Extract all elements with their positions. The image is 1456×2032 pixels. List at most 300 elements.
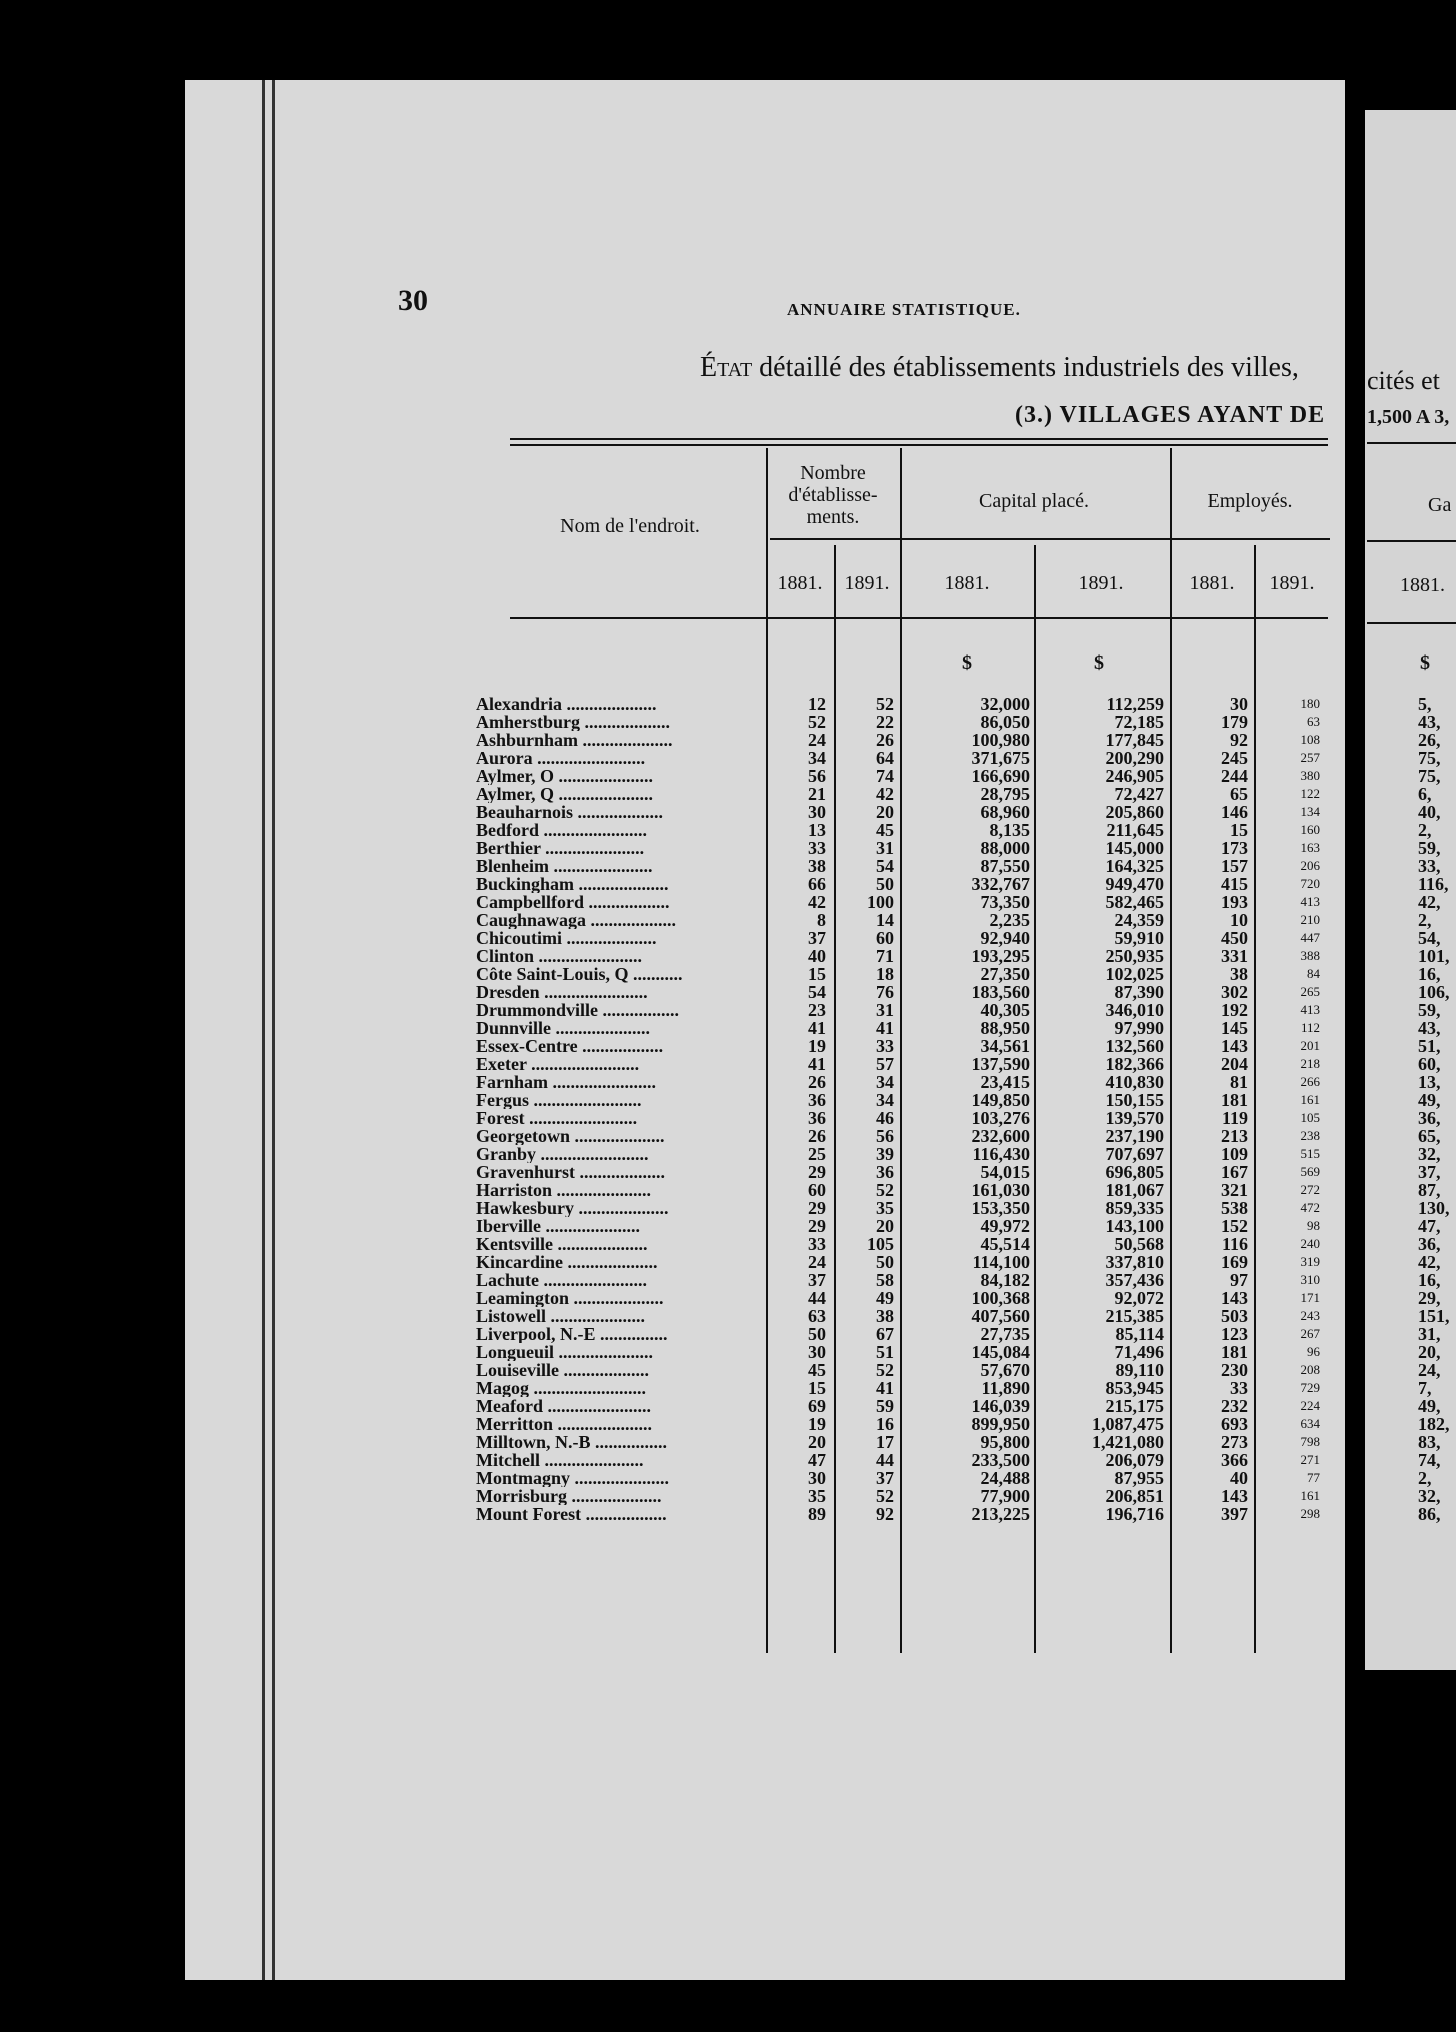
cell-wages-1881: 47,	[1418, 1216, 1441, 1236]
cell-wages-1881: 5,	[1418, 695, 1432, 714]
cell-capital-1891: 164,325	[1105, 856, 1164, 876]
dollar-sign-wages: $	[1420, 652, 1430, 674]
cell-capital-1881: 40,305	[980, 1000, 1030, 1020]
cell-capital-1881: 68,960	[980, 802, 1030, 822]
cell-capital-1881: 95,800	[980, 1432, 1030, 1452]
cell-capital-1891: 215,385	[1105, 1306, 1164, 1326]
header-subrule-right	[1367, 540, 1456, 542]
cell-establishments-1891: 56	[876, 1126, 894, 1146]
cell-capital-1881: 146,039	[971, 1396, 1030, 1416]
column-establishments-1881	[770, 695, 826, 1523]
cell-establishments-1891: 44	[876, 1450, 894, 1470]
header-establishments: Nombre d'établisse-ments.	[788, 462, 878, 528]
column-capital-1881	[904, 695, 1030, 1523]
cell-capital-1881: 57,670	[980, 1360, 1030, 1380]
cell-capital-1881: 86,050	[980, 712, 1030, 732]
cell-establishments-1881: 8	[817, 910, 826, 930]
cell-establishments-1881: 19	[808, 1036, 826, 1056]
cell-employees-1881: 109	[1221, 1144, 1248, 1164]
cell-establishments-1891: 14	[876, 910, 894, 930]
cell-place-name: Bedford .......................	[476, 821, 647, 839]
column-rule	[834, 545, 836, 1653]
cell-capital-1881: 103,276	[971, 1108, 1030, 1128]
cell-wages-1881: 2,	[1418, 1468, 1432, 1488]
cell-capital-1891: 337,810	[1105, 1252, 1164, 1272]
cell-wages-1881: 182,	[1418, 1414, 1450, 1434]
cell-wages-1881: 130,	[1418, 1198, 1450, 1218]
top-rule	[510, 438, 1328, 440]
cell-place-name: Merritton .....................	[476, 1415, 652, 1433]
cell-place-name: Aurora ........................	[476, 749, 646, 767]
cell-capital-1881: 149,850	[971, 1090, 1030, 1110]
column-wages-1881	[1418, 695, 1456, 1523]
cell-capital-1891: 97,990	[1114, 1018, 1164, 1038]
cell-establishments-1891: 36	[876, 1162, 894, 1182]
cell-capital-1881: 32,000	[980, 694, 1030, 714]
cell-wages-1881: 40,	[1418, 802, 1441, 822]
cell-capital-1891: 181,067	[1105, 1180, 1164, 1200]
cell-establishments-1881: 40	[808, 946, 826, 966]
cell-wages-1881: 13,	[1418, 1072, 1441, 1092]
cell-establishments-1891: 52	[876, 1486, 894, 1506]
cell-establishments-1891: 45	[876, 820, 894, 840]
cell-employees-1891: 310	[1300, 1272, 1320, 1287]
cell-place-name: Côte Saint-Louis, Q ...........	[476, 965, 683, 983]
cell-place-name: Exeter ........................	[476, 1055, 640, 1073]
header-name: Nom de l'endroit.	[560, 515, 700, 537]
cell-wages-1881: 26,	[1418, 730, 1441, 750]
cell-capital-1881: 332,767	[971, 874, 1030, 894]
cell-employees-1891: 171	[1300, 1290, 1320, 1305]
cell-establishments-1881: 26	[808, 1072, 826, 1092]
cell-place-name: Farnham .......................	[476, 1073, 656, 1091]
cell-establishments-1881: 50	[808, 1324, 826, 1344]
cell-employees-1881: 179	[1221, 712, 1248, 732]
cell-place-name: Campbellford ..................	[476, 893, 670, 911]
cell-place-name: Gravenhurst ...................	[476, 1163, 665, 1181]
cell-wages-1881: 54,	[1418, 928, 1441, 948]
cell-place-name: Meaford .......................	[476, 1397, 651, 1415]
cell-wages-1881: 31,	[1418, 1324, 1441, 1344]
cell-capital-1891: 582,465	[1105, 892, 1164, 912]
cell-capital-1891: 410,830	[1105, 1072, 1164, 1092]
cell-employees-1881: 192	[1221, 1000, 1248, 1020]
cell-employees-1891: 122	[1300, 786, 1320, 801]
year-cap-1881: 1881.	[944, 572, 990, 594]
cell-capital-1881: 161,030	[971, 1180, 1030, 1200]
cell-wages-1881: 65,	[1418, 1126, 1441, 1146]
cell-employees-1891: 112	[1300, 1020, 1320, 1035]
cell-place-name: Alexandria ....................	[476, 695, 657, 713]
cell-establishments-1891: 46	[876, 1108, 894, 1128]
cell-employees-1881: 193	[1221, 892, 1248, 912]
cell-establishments-1881: 12	[808, 694, 826, 714]
cell-capital-1881: 28,795	[980, 784, 1030, 804]
cell-wages-1881: 36,	[1418, 1234, 1441, 1254]
cell-capital-1891: 346,010	[1105, 1000, 1164, 1020]
column-capital-1891	[1038, 695, 1164, 1523]
cell-employees-1891: 240	[1300, 1236, 1320, 1251]
cell-establishments-1891: 92	[876, 1504, 894, 1524]
cell-place-name: Lachute .......................	[476, 1271, 647, 1289]
cell-employees-1881: 30	[1230, 694, 1248, 714]
column-employees-1881	[1174, 695, 1248, 1523]
cell-employees-1881: 10	[1230, 910, 1248, 930]
cell-establishments-1881: 41	[808, 1018, 826, 1038]
cell-establishments-1891: 49	[876, 1288, 894, 1308]
cell-employees-1891: 265	[1300, 984, 1320, 999]
cell-employees-1881: 204	[1221, 1054, 1248, 1074]
cell-establishments-1891: 59	[876, 1396, 894, 1416]
cell-establishments-1891: 31	[876, 838, 894, 858]
cell-employees-1881: 232	[1221, 1396, 1248, 1416]
cell-place-name: Caughnawaga ...................	[476, 911, 677, 929]
cell-establishments-1891: 38	[876, 1306, 894, 1326]
cell-place-name: Harriston .....................	[476, 1181, 651, 1199]
cell-capital-1891: 85,114	[1115, 1324, 1164, 1344]
cell-place-name: Granby ........................	[476, 1145, 649, 1163]
cell-employees-1881: 146	[1221, 802, 1248, 822]
cell-capital-1881: 87,550	[980, 856, 1030, 876]
cell-capital-1891: 859,335	[1105, 1198, 1164, 1218]
header-wages-fragment: Ga	[1428, 494, 1452, 516]
cell-employees-1891: 108	[1300, 732, 1320, 747]
cell-establishments-1891: 17	[876, 1432, 894, 1452]
cell-establishments-1881: 24	[808, 1252, 826, 1272]
cell-employees-1891: 798	[1300, 1434, 1320, 1449]
cell-capital-1891: 949,470	[1105, 874, 1164, 894]
cell-establishments-1891: 64	[876, 748, 894, 768]
cell-capital-1881: 213,225	[971, 1504, 1030, 1524]
cell-capital-1881: 371,675	[971, 748, 1030, 768]
cell-employees-1891: 271	[1300, 1452, 1320, 1467]
cell-establishments-1881: 30	[808, 802, 826, 822]
cell-establishments-1891: 18	[876, 964, 894, 984]
cell-place-name: Fergus ........................	[476, 1091, 642, 1109]
cell-employees-1881: 157	[1221, 856, 1248, 876]
cell-employees-1891: 388	[1300, 948, 1320, 963]
cell-establishments-1881: 15	[808, 1378, 826, 1398]
cell-employees-1881: 366	[1221, 1450, 1248, 1470]
cell-establishments-1881: 36	[808, 1108, 826, 1128]
cell-place-name: Clinton .......................	[476, 947, 643, 965]
cell-employees-1881: 245	[1221, 748, 1248, 768]
cell-employees-1891: 180	[1300, 696, 1320, 711]
cell-wages-1881: 75,	[1418, 748, 1441, 768]
cell-employees-1891: 266	[1300, 1074, 1320, 1089]
cell-establishments-1891: 16	[876, 1414, 894, 1434]
cell-place-name: Beauharnois ...................	[476, 803, 664, 821]
header-employees: Employés.	[1207, 490, 1293, 512]
cell-capital-1891: 211,645	[1106, 820, 1164, 840]
cell-capital-1881: 899,950	[971, 1414, 1030, 1434]
cell-capital-1881: 77,900	[980, 1486, 1030, 1506]
cell-capital-1891: 182,366	[1105, 1054, 1164, 1074]
cell-establishments-1891: 100	[867, 892, 894, 912]
cell-wages-1881: 75,	[1418, 766, 1441, 786]
cell-wages-1881: 116,	[1418, 874, 1449, 894]
cell-establishments-1881: 33	[808, 1234, 826, 1254]
column-employees-1891	[1258, 695, 1320, 1523]
cell-establishments-1881: 60	[808, 1180, 826, 1200]
cell-place-name: Iberville .....................	[476, 1217, 640, 1235]
cell-wages-1881: 74,	[1418, 1450, 1441, 1470]
cell-capital-1891: 50,568	[1114, 1234, 1164, 1254]
column-rule	[1170, 448, 1172, 1653]
cell-employees-1891: 413	[1300, 894, 1320, 909]
cell-place-name: Leamington ....................	[476, 1289, 664, 1307]
cell-establishments-1881: 29	[808, 1162, 826, 1182]
cell-capital-1881: 8,135	[989, 820, 1030, 840]
cell-capital-1881: 2,235	[989, 910, 1030, 930]
cell-capital-1891: 132,560	[1105, 1036, 1164, 1056]
cell-wages-1881: 49,	[1418, 1396, 1441, 1416]
cell-employees-1891: 84	[1307, 966, 1320, 981]
cell-wages-1881: 101,	[1418, 946, 1450, 966]
cell-establishments-1881: 66	[808, 874, 826, 894]
cell-employees-1881: 92	[1230, 730, 1248, 750]
page-gap	[1345, 100, 1365, 2000]
cell-establishments-1891: 52	[876, 1180, 894, 1200]
cell-wages-1881: 106,	[1418, 982, 1450, 1002]
cell-establishments-1881: 47	[808, 1450, 826, 1470]
cell-employees-1891: 720	[1300, 876, 1320, 891]
cell-capital-1881: 193,295	[971, 946, 1030, 966]
subtitle-right-fragment: 1,500 A 3,	[1367, 406, 1450, 428]
cell-place-name: Aylmer, Q .....................	[476, 785, 653, 803]
cell-employees-1891: 163	[1300, 840, 1320, 855]
cell-employees-1891: 105	[1300, 1110, 1320, 1125]
cell-establishments-1891: 31	[876, 1000, 894, 1020]
cell-capital-1891: 145,000	[1105, 838, 1164, 858]
cell-employees-1881: 143	[1221, 1288, 1248, 1308]
year-cap-1891: 1891.	[1078, 572, 1124, 594]
column-rule	[1254, 545, 1256, 1653]
cell-place-name: Longueuil .....................	[476, 1343, 654, 1361]
cell-establishments-1891: 67	[876, 1324, 894, 1344]
spine-edge	[272, 80, 275, 1980]
cell-wages-1881: 59,	[1418, 838, 1441, 858]
cell-place-name: Kincardine ....................	[476, 1253, 658, 1271]
cell-capital-1881: 116,430	[972, 1144, 1030, 1164]
cell-capital-1891: 215,175	[1105, 1396, 1164, 1416]
cell-wages-1881: 29,	[1418, 1288, 1441, 1308]
cell-establishments-1891: 41	[876, 1018, 894, 1038]
cell-wages-1881: 24,	[1418, 1360, 1441, 1380]
cell-establishments-1881: 44	[808, 1288, 826, 1308]
header-subrule	[770, 538, 1330, 540]
cell-establishments-1881: 13	[808, 820, 826, 840]
column-establishments-1891	[838, 695, 894, 1523]
cell-wages-1881: 32,	[1418, 1486, 1441, 1506]
cell-employees-1881: 331	[1221, 946, 1248, 966]
cell-employees-1891: 569	[1300, 1164, 1320, 1179]
cell-employees-1881: 40	[1230, 1468, 1248, 1488]
cell-capital-1891: 139,570	[1105, 1108, 1164, 1128]
cell-employees-1881: 181	[1221, 1342, 1248, 1362]
cell-establishments-1881: 63	[808, 1306, 826, 1326]
cell-establishments-1881: 23	[808, 1000, 826, 1020]
cell-capital-1881: 34,561	[980, 1036, 1030, 1056]
cell-employees-1891: 63	[1307, 714, 1320, 729]
cell-employees-1891: 224	[1300, 1398, 1320, 1413]
cell-capital-1881: 84,182	[980, 1270, 1030, 1290]
cell-establishments-1881: 34	[808, 748, 826, 768]
cell-employees-1891: 98	[1307, 1218, 1320, 1233]
cell-establishments-1891: 41	[876, 1378, 894, 1398]
spine-edge	[262, 80, 265, 1980]
cell-wages-1881: 42,	[1418, 1252, 1441, 1272]
cell-capital-1891: 72,185	[1114, 712, 1164, 732]
header-bottom-rule-right	[1367, 622, 1456, 624]
cell-capital-1881: 114,100	[972, 1252, 1030, 1272]
column-rule	[766, 448, 768, 1653]
cell-capital-1881: 45,514	[980, 1234, 1030, 1254]
cell-capital-1881: 23,415	[980, 1072, 1030, 1092]
cell-capital-1891: 102,025	[1105, 964, 1164, 984]
cell-employees-1881: 65	[1230, 784, 1248, 804]
cell-establishments-1881: 26	[808, 1126, 826, 1146]
year-est-1881: 1881.	[777, 572, 823, 594]
cell-establishments-1891: 52	[876, 694, 894, 714]
cell-establishments-1891: 60	[876, 928, 894, 948]
cell-employees-1891: 267	[1300, 1326, 1320, 1341]
cell-capital-1891: 143,100	[1105, 1216, 1164, 1236]
cell-place-name: Chicoutimi ....................	[476, 929, 657, 947]
cell-capital-1891: 250,935	[1105, 946, 1164, 966]
cell-capital-1891: 150,155	[1105, 1090, 1164, 1110]
cell-place-name: Berthier ......................	[476, 839, 645, 857]
cell-establishments-1881: 52	[808, 712, 826, 732]
cell-place-name: Dresden .......................	[476, 983, 648, 1001]
cell-employees-1891: 218	[1300, 1056, 1320, 1071]
cell-establishments-1881: 69	[808, 1396, 826, 1416]
cell-establishments-1891: 42	[876, 784, 894, 804]
cell-employees-1881: 450	[1221, 928, 1248, 948]
cell-establishments-1881: 89	[808, 1504, 826, 1524]
cell-capital-1891: 246,905	[1105, 766, 1164, 786]
cell-employees-1891: 160	[1300, 822, 1320, 837]
cell-capital-1891: 707,697	[1105, 1144, 1164, 1164]
cell-capital-1891: 89,110	[1115, 1360, 1164, 1380]
cell-establishments-1891: 22	[876, 712, 894, 732]
cell-place-name: Amherstburg ...................	[476, 713, 670, 731]
cell-capital-1891: 200,290	[1105, 748, 1164, 768]
cell-capital-1891: 59,910	[1114, 928, 1164, 948]
cell-employees-1891: 161	[1300, 1488, 1320, 1503]
cell-employees-1881: 173	[1221, 838, 1248, 858]
cell-capital-1881: 24,488	[980, 1468, 1030, 1488]
cell-establishments-1891: 20	[876, 802, 894, 822]
cell-capital-1881: 88,000	[980, 838, 1030, 858]
cell-establishments-1881: 15	[808, 964, 826, 984]
cell-capital-1881: 49,972	[980, 1216, 1030, 1236]
cell-place-name: Morrisburg ....................	[476, 1487, 662, 1505]
cell-employees-1881: 152	[1221, 1216, 1248, 1236]
cell-employees-1881: 213	[1221, 1126, 1248, 1146]
cell-employees-1881: 97	[1230, 1270, 1248, 1290]
cell-capital-1891: 196,716	[1105, 1504, 1164, 1524]
cell-establishments-1881: 29	[808, 1198, 826, 1218]
title-right-fragment: cités et	[1367, 366, 1440, 395]
cell-employees-1881: 15	[1230, 820, 1248, 840]
cell-establishments-1891: 76	[876, 982, 894, 1002]
cell-employees-1891: 161	[1300, 1092, 1320, 1107]
cell-capital-1891: 87,390	[1114, 982, 1164, 1002]
cell-employees-1881: 230	[1221, 1360, 1248, 1380]
cell-establishments-1891: 71	[876, 946, 894, 966]
cell-capital-1881: 92,940	[980, 928, 1030, 948]
cell-establishments-1881: 56	[808, 766, 826, 786]
column-place-names	[476, 695, 746, 1523]
cell-employees-1891: 447	[1300, 930, 1320, 945]
cell-employees-1881: 273	[1221, 1432, 1248, 1452]
cell-capital-1881: 100,368	[971, 1288, 1030, 1308]
cell-establishments-1891: 26	[876, 730, 894, 750]
cell-establishments-1881: 33	[808, 838, 826, 858]
cell-capital-1881: 27,735	[980, 1324, 1030, 1344]
cell-capital-1881: 166,690	[971, 766, 1030, 786]
cell-establishments-1891: 50	[876, 874, 894, 894]
cell-employees-1881: 145	[1221, 1018, 1248, 1038]
cell-wages-1881: 49,	[1418, 1090, 1441, 1110]
cell-employees-1891: 210	[1300, 912, 1320, 927]
cell-employees-1881: 143	[1221, 1036, 1248, 1056]
cell-employees-1881: 169	[1221, 1252, 1248, 1272]
cell-place-name: Hawkesbury ....................	[476, 1199, 669, 1217]
cell-employees-1891: 77	[1307, 1470, 1320, 1485]
cell-wages-1881: 16,	[1418, 964, 1441, 984]
cell-employees-1881: 302	[1221, 982, 1248, 1002]
cell-establishments-1881: 42	[808, 892, 826, 912]
cell-capital-1881: 73,350	[980, 892, 1030, 912]
cell-employees-1891: 380	[1300, 768, 1320, 783]
cell-employees-1881: 244	[1221, 766, 1248, 786]
cell-place-name: Drummondville .................	[476, 1001, 680, 1019]
cell-establishments-1881: 20	[808, 1432, 826, 1452]
cell-wages-1881: 87,	[1418, 1180, 1441, 1200]
dollar-sign-1891: $	[1094, 652, 1104, 674]
cell-employees-1881: 81	[1230, 1072, 1248, 1092]
cell-place-name: Georgetown ....................	[476, 1127, 665, 1145]
cell-capital-1881: 137,590	[971, 1054, 1030, 1074]
cell-establishments-1881: 21	[808, 784, 826, 804]
cell-establishments-1881: 45	[808, 1360, 826, 1380]
cell-establishments-1881: 19	[808, 1414, 826, 1434]
cell-capital-1891: 237,190	[1105, 1126, 1164, 1146]
cell-employees-1891: 206	[1300, 858, 1320, 873]
cell-employees-1891: 319	[1300, 1254, 1320, 1269]
cell-wages-1881: 6,	[1418, 784, 1432, 804]
cell-capital-1891: 205,860	[1105, 802, 1164, 822]
column-rule	[900, 448, 902, 1653]
cell-employees-1891: 238	[1300, 1128, 1320, 1143]
cell-employees-1891: 298	[1300, 1506, 1320, 1521]
running-head: ANNUAIRE STATISTIQUE.	[787, 300, 1021, 319]
cell-wages-1881: 51,	[1418, 1036, 1441, 1056]
cell-capital-1891: 87,955	[1114, 1468, 1164, 1488]
cell-wages-1881: 36,	[1418, 1108, 1441, 1128]
cell-wages-1881: 37,	[1418, 1162, 1441, 1182]
cell-place-name: Magog .........................	[476, 1379, 646, 1397]
cell-employees-1891: 472	[1300, 1200, 1320, 1215]
cell-employees-1881: 181	[1221, 1090, 1248, 1110]
cell-establishments-1891: 74	[876, 766, 894, 786]
cell-capital-1891: 696,805	[1105, 1162, 1164, 1182]
cell-capital-1891: 206,079	[1105, 1450, 1164, 1470]
cell-wages-1881: 43,	[1418, 712, 1441, 732]
year-wages-1881: 1881.	[1400, 574, 1445, 596]
